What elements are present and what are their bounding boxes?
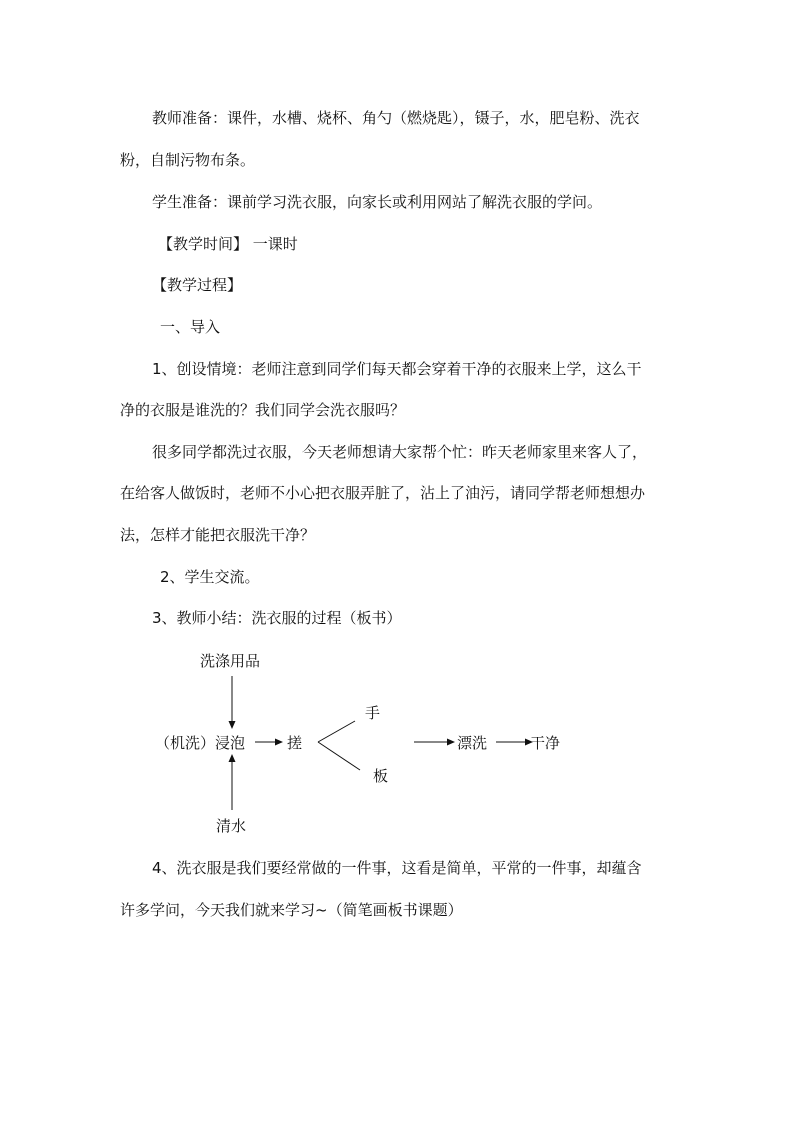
heading-teaching-time: 【教学时间】 一课时 — [158, 235, 298, 253]
para2-line3: 法，怎样才能把衣服洗干净？ — [120, 526, 316, 544]
branch-line-board — [318, 742, 360, 770]
item4-line2: 许多学问，今天我们就来学习~（简笔画板书课题） — [120, 901, 463, 919]
para-teacher-prep-line2: 粉，自制污物布条。 — [120, 151, 256, 169]
diagram-node-rub: 搓 — [287, 734, 303, 752]
item2: 2、学生交流。 — [160, 568, 260, 586]
item1-line1: 1、创设情境：老师注意到同学们每天都会穿着干净的衣服来上学，这么干 — [152, 360, 642, 378]
diagram-node-detergent: 洗涤用品 — [200, 652, 261, 670]
item3: 3、教师小结：洗衣服的过程（板书） — [152, 609, 402, 627]
diagram-node-rinse: 漂洗 — [457, 734, 488, 752]
diagram-node-hand: 手 — [365, 704, 381, 722]
para2-line1: 很多同学都洗过衣服，今天老师想请大家帮个忙：昨天老师家里来客人了， — [152, 443, 648, 461]
diagram-node-clean: 干净 — [530, 734, 561, 752]
para2-line2: 在给客人做饭时，老师不小心把衣服弄脏了，沾上了油污，请同学帮老师想想办 — [120, 484, 646, 502]
section-intro: 一、导入 — [160, 318, 221, 336]
item1-line2: 净的衣服是谁洗的？我们同学会洗衣服吗？ — [120, 401, 406, 419]
diagram-node-soak: （机洗）浸泡 — [155, 734, 246, 752]
para-student-prep: 学生准备：课前学习洗衣服，向家长或利用网站了解洗衣服的学问。 — [152, 193, 603, 211]
diagram-node-board: 板 — [373, 767, 389, 785]
heading-teaching-process: 【教学过程】 — [152, 276, 243, 294]
para-teacher-prep-line1: 教师准备：课件，水槽、烧杯、角勺（燃烧匙），镊子，水，肥皂粉、洗衣 — [152, 109, 640, 127]
item4-line1: 4、洗衣服是我们要经常做的一件事，这看是简单，平常的一件事，却蕴含 — [152, 859, 642, 877]
branch-line-hand — [318, 721, 355, 742]
diagram-node-water: 清水 — [216, 817, 247, 835]
